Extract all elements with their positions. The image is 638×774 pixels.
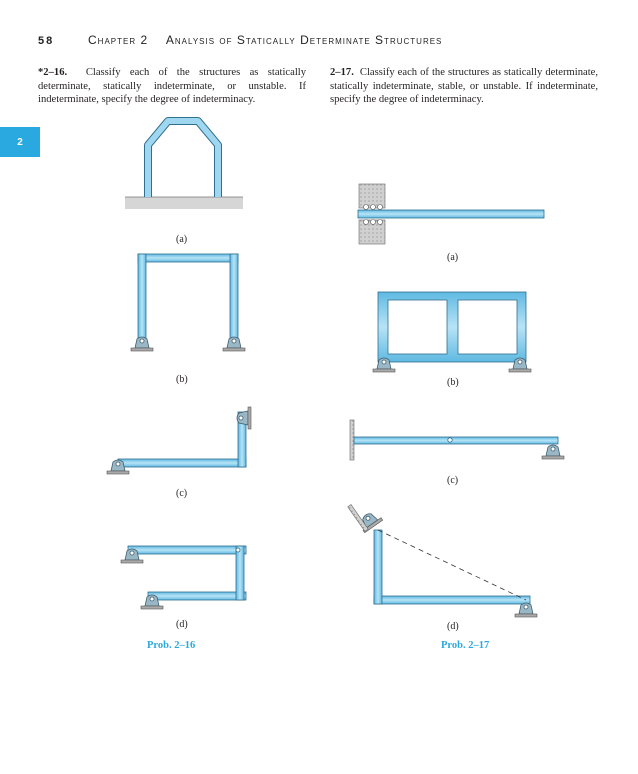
fig-2-16-b [131, 254, 245, 351]
ground [125, 197, 243, 209]
problem-caption: Prob. 2–17 [441, 640, 490, 651]
fig-2-16-a [125, 121, 243, 209]
fig-2-16-c [107, 407, 251, 474]
fig-2-17-c [350, 420, 564, 460]
chapter-label: Chapter 2 [88, 33, 149, 47]
problem-number: 2–17. [330, 67, 354, 78]
problem-caption: Prob. 2–16 [147, 640, 196, 651]
fig-2-17-d [348, 505, 537, 617]
chapter-tab-label: 2 [17, 136, 23, 148]
chapter-title: Analysis of Statically Determinate Structures [165, 33, 443, 47]
figure-label: (b) [176, 374, 188, 385]
figure-label: (d) [176, 619, 188, 630]
figure-label: (c) [176, 488, 188, 499]
fig-2-16-d [121, 546, 246, 609]
figure-label: (c) [447, 475, 459, 486]
problem-text: Classify each of the structures as statically determinate, statically indeterminate, or unstable. If indeterminate, specify the degree of indeterminacy. [38, 67, 307, 105]
fig-2-17-a [358, 184, 544, 244]
problem-text: Classify each of the structures as statically determinate, statically indeterminate, stable, or unstable. If indeterminate, specify the degree of indeterminacy. [330, 67, 598, 105]
figure-label: (a) [176, 234, 188, 245]
page-number: 58 [38, 35, 55, 47]
figure-label: (b) [447, 377, 459, 388]
figure-label: (d) [447, 621, 459, 632]
fig-2-17-b [373, 292, 531, 372]
figure-label: (a) [447, 252, 459, 263]
problem-number: *2–16. [38, 67, 68, 78]
